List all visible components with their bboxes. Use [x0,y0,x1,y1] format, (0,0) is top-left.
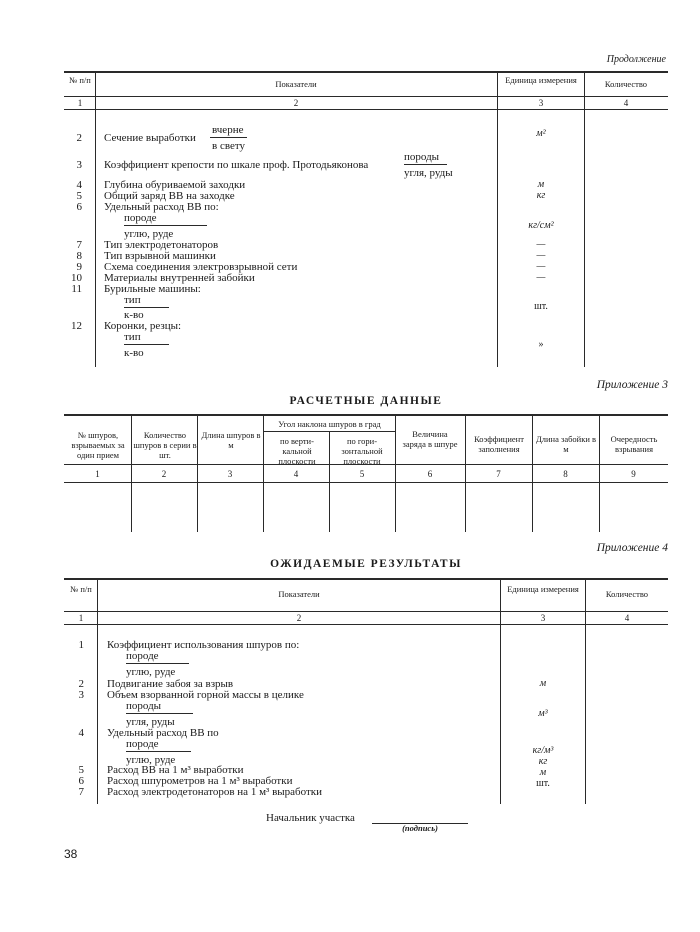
unit: м [539,678,547,689]
col-header-horizontal: по гори- зонтальной плоскости [341,436,383,466]
col-number: 2 [161,469,167,479]
col-number: 6 [427,469,433,479]
row-number: 7 [78,786,84,798]
col-header-number: № п/п [70,584,92,594]
row-text: Расход шпурометров на 1 м³ выработки [107,775,293,787]
col-number: 3 [540,613,546,623]
row-text: Схема соединения электровзрывной сети [104,261,298,273]
row-number: 9 [76,261,82,273]
row-text: Удельный расход ВВ по [107,727,219,739]
row-text: Тип взрывной машинки [104,250,216,262]
col-number: 1 [78,613,84,623]
col-header-indicators: Показатели [275,79,317,89]
col-number: 3 [227,469,233,479]
unit: кг [536,190,546,201]
col-header-quantity: Количество [604,79,648,89]
sub-bottom: углю, руде [124,228,174,240]
sub-bottom: углю, руде [126,754,176,766]
col-header-charge: Величина заряда в шпуре [402,429,458,449]
page-number: 38 [64,847,78,861]
signature-label: Начальник участка [266,812,355,824]
col-header-unit: Единица измерения [507,584,579,594]
col-number: 4 [624,613,630,623]
sub-bottom: к-во [124,347,144,359]
col-number: 5 [359,469,365,479]
row-text: Удельный расход ВВ по: [104,201,219,213]
col-header-stemming-length: Длина забойки в м [535,434,597,454]
row-number: 3 [76,159,82,171]
col-header-indicators: Показатели [278,589,320,599]
col-number: 1 [95,469,100,479]
row-number: 7 [76,239,82,251]
sub-bottom: углю, руде [126,666,176,678]
unit: — [536,261,546,272]
row-number: 5 [76,190,82,202]
unit: м [539,767,547,778]
row-text: Бурильные машины: [104,283,201,295]
row-number: 4 [78,727,84,739]
row-text: Расход ВВ на 1 м³ выработки [107,764,244,776]
col-header-quantity: Количество [605,589,649,599]
appendix-3-label: Приложение 3 [596,379,668,391]
col-header-fill-coefficient: Коэффициент заполнения [474,434,524,454]
fraction-top: породы [404,151,447,165]
row-number: 4 [76,179,82,191]
col-number: 2 [296,613,302,623]
col-header-angle-group: Угол наклона шпуров в град [278,419,381,429]
col-number: 7 [496,469,501,479]
row-text: Коэффициент использования шпуров по: [107,639,300,651]
unit: кг/см² [528,220,554,231]
unit: м² [536,128,546,139]
unit: шт. [534,301,548,312]
row-number: 3 [78,689,84,701]
appendix-4-label: Приложение 4 [596,542,668,554]
appendix-3-title: РАСЧЕТНЫЕ ДАННЫЕ [289,395,443,407]
sub-bottom: к-во [124,309,144,321]
row-number: 2 [76,132,82,144]
row-text: Объем взорванной горной массы в целике [107,689,304,701]
row-text: Общий заряд ВВ на заходке [104,190,235,202]
appendix-4-title: ОЖИДАЕМЫЕ РЕЗУЛЬТАТЫ [270,558,462,570]
sub-top: породе [124,212,207,226]
col-number: 1 [77,98,83,108]
fraction-top: вчерне [210,124,247,138]
unit: м [537,179,545,190]
row-number: 10 [71,272,82,284]
row-text: Расход электродетонаторов на 1 м³ выработки [107,786,323,798]
row-text: Глубина обуриваемой заходки [104,179,246,191]
row-number: 11 [71,283,82,295]
col-number: 4 [293,469,299,479]
col-header-number: № п/п [69,75,91,85]
col-number: 9 [631,469,636,479]
col-header-holes: № шпуров, взрываемых за один прием [71,430,125,460]
col-number: 2 [293,98,299,108]
sub-top: тип [124,331,169,345]
row-number: 5 [78,764,84,776]
unit: кг/м³ [532,745,554,756]
unit: м³ [538,708,548,719]
row-number: 12 [71,320,82,332]
unit: — [536,250,546,261]
col-header-length: Длина шпуров в м [201,430,261,450]
row-number: 2 [78,678,84,690]
sub-top: тип [124,294,169,308]
col-number: 3 [538,98,544,108]
row-number: 6 [76,201,82,213]
col-header-count: Количество шпуров в серии в шт. [133,430,197,460]
row-text: Сечение выработки [104,132,196,144]
row-number: 1 [78,639,84,651]
col-header-vertical: по верти- кальной плоскости [278,436,316,466]
col-number: 4 [623,98,629,108]
sub-top: породе [126,738,191,752]
unit: шт. [536,778,550,789]
row-text: Материалы внутренней забойки [104,272,255,284]
row-text: Коэффициент крепости по шкале проф. Протодьяконова [104,159,369,171]
row-number: 6 [78,775,84,787]
row-text: Коронки, резцы: [104,320,182,332]
sub-top: породы [126,700,193,714]
unit: » [538,339,544,350]
col-header-sequence: Очередность взрывания [610,434,658,454]
row-text: Подвигание забоя за взрыв [107,678,234,690]
row-text: Тип электродетонаторов [104,239,219,251]
sub-bottom: угля, руды [126,716,175,728]
unit: — [536,272,546,283]
row-number: 8 [76,250,82,262]
continuation-label: Продолжение [606,54,666,65]
fraction-bottom: угля, руды [404,167,453,179]
signature-caption: (подпись) [402,823,438,833]
col-number: 8 [563,469,568,479]
fraction-bottom: в свету [212,140,245,152]
col-header-unit: Единица измерения [505,75,577,85]
unit: кг [538,756,548,767]
sub-top: породе [126,650,189,664]
unit: — [536,239,546,250]
